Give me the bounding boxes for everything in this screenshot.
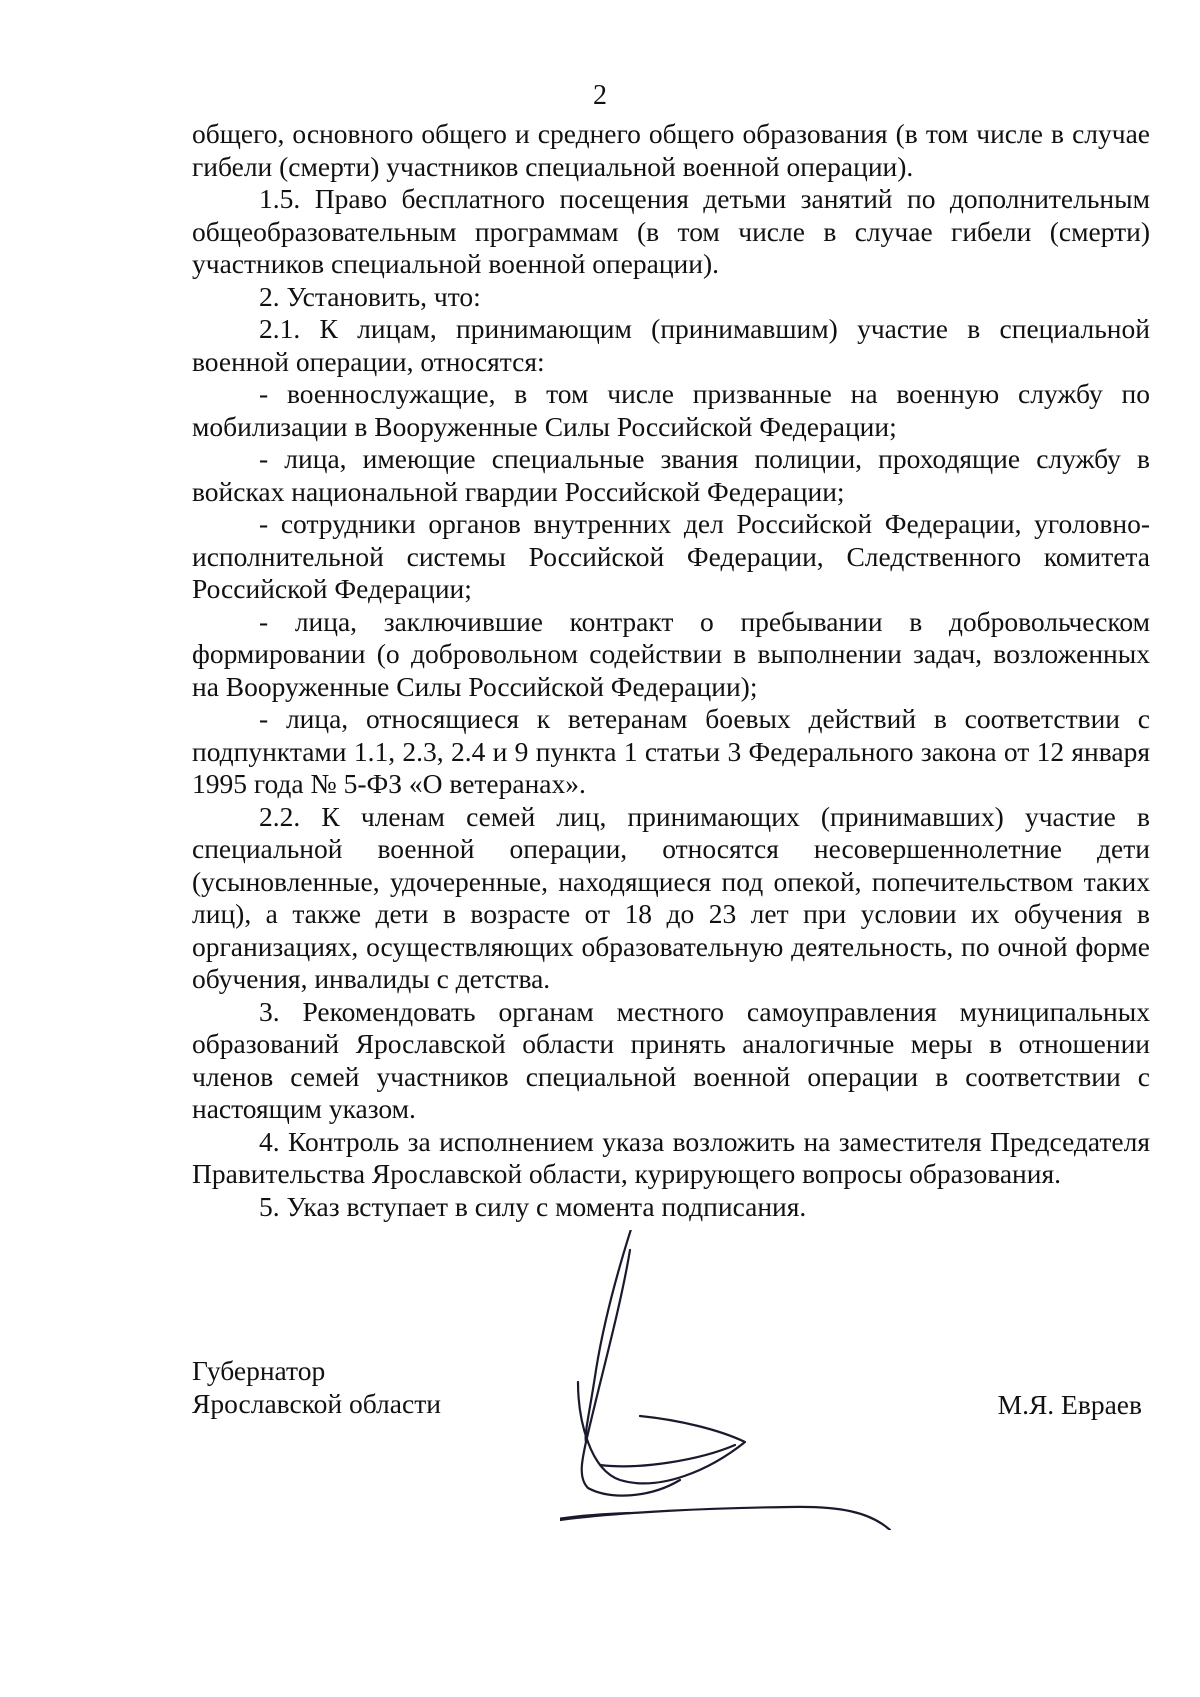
list-item-internal-affairs: - сотрудники органов внутренних дел Российской Федерации, уголовно-исполнительной системы Российской Федерации, Следственного комитета Российской Федерации; [192, 508, 1150, 604]
list-item-military: - военнослужащие, в том числе призванные на военную службу по мобилизации в Вооруженные Силы Российской Федерации; [192, 378, 1150, 442]
paragraph-2-1: 2.1. К лицам, принимающим (принимавшим) участие в специальной военной операции, относятся: [192, 313, 1150, 377]
paragraph-2: 2. Установить, что: [259, 280, 481, 312]
paragraph-4: 4. Контроль за исполнением указа возложить на заместителя Председателя Правительства Ярославской области, курирующего вопросы образования. [192, 1125, 1150, 1189]
paragraph-2-2: 2.2. К членам семей лиц, принимающих (принимавших) участие в специальной военной операции, относятся несовершеннолетние дети (усыновленные, удочеренные, находящиеся под опекой, попечительством таких лиц), а также дети в возрасте от 18 до 23 лет при условии их обучения в организациях, осуществляющих образовательную деятельность, по очной форме обучения, инвалиды с детства. [192, 800, 1150, 994]
paragraph-5: 5. Указ вступает в силу с момента подписания. [259, 1190, 807, 1222]
paragraph-continuation: общего, основного общего и среднего общего образования (в том числе в случае гибели (смерти) участников специальной военной операции). [192, 118, 1150, 182]
signatory-region: Ярославской области [192, 1388, 441, 1419]
list-item-volunteers: - лица, заключившие контракт о пребывании в добровольческом формировании (о добровольном содействии в выполнении задач, возложенных на Вооруженные Силы Российской Федерации); [192, 605, 1150, 702]
paragraph-1-5: 1.5. Право бесплатного посещения детьми занятий по дополнительным общеобразовательным программам (в том числе в случае гибели (смерти) участников специальной военной операции). [192, 183, 1150, 279]
page-number: 2 [593, 80, 607, 111]
handwritten-signature [560, 1230, 980, 1530]
signatory-name: М.Я. Евраев [997, 1389, 1142, 1420]
document-body [192, 118, 1150, 1223]
list-item-police: - лица, имеющие специальные звания полиции, проходящие службу в войсках национальной гвардии Российской Федерации; [192, 443, 1150, 507]
signatory-position [192, 1354, 441, 1420]
paragraph-3: 3. Рекомендовать органам местного самоуправления муниципальных образований Ярославской области принять аналогичные меры в отношении членов семей участников специальной военной операции в соответствии с настоящим указом. [192, 995, 1150, 1124]
signatory-title: Губернатор [192, 1355, 326, 1386]
list-item-veterans: - лица, относящиеся к ветеранам боевых действий в соответствии с подпунктами 1.1, 2.3, 2.4 и 9 пункта 1 статьи 3 Федерального закона от 12 января 1995 года № 5-ФЗ «О ветеранах». [192, 703, 1150, 799]
